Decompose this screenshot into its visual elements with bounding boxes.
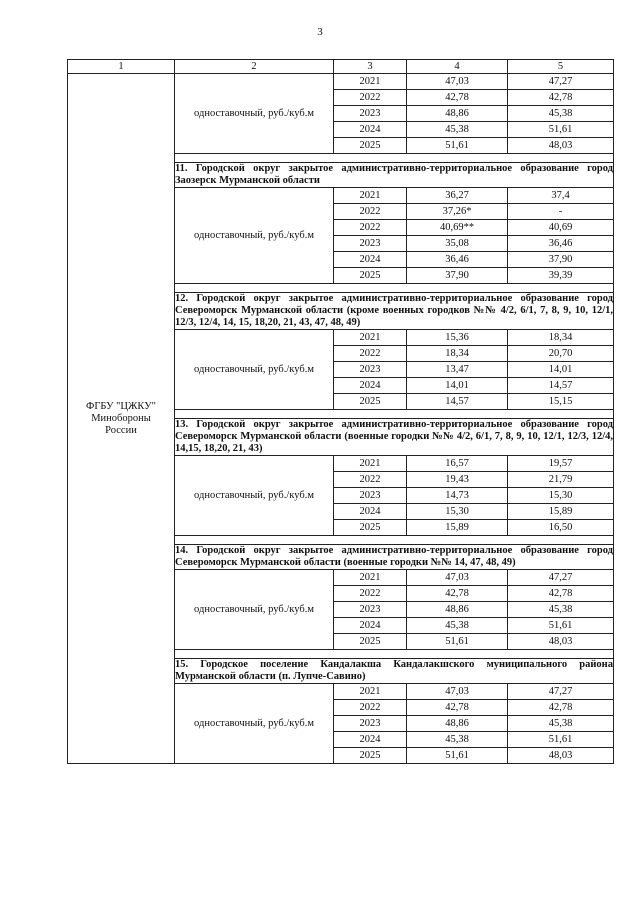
tariff-value-cell-next: 40,69 (508, 220, 614, 236)
header-col-2: 2 (175, 60, 334, 74)
year-cell: 2023 (334, 362, 407, 378)
spacer-cell (175, 154, 614, 163)
tariff-value-cell-next: 18,34 (508, 330, 614, 346)
tariff-type-cell: одноставочный, руб./куб.м (175, 570, 334, 650)
tariff-value-cell-next: 42,78 (508, 700, 614, 716)
tariff-type-cell: одноставочный, руб./куб.м (175, 684, 334, 764)
tariff-value-cell-next: 45,38 (508, 716, 614, 732)
tariff-value-cell-next: 42,78 (508, 90, 614, 106)
tariff-value-cell: 42,78 (407, 586, 508, 602)
tariff-value-cell-next: 15,30 (508, 488, 614, 504)
tariff-value-cell: 36,46 (407, 252, 508, 268)
organization-cell (68, 74, 175, 764)
tariff-value-cell: 48,86 (407, 602, 508, 618)
year-cell: 2024 (334, 504, 407, 520)
year-cell: 2024 (334, 252, 407, 268)
year-cell: 2022 (334, 586, 407, 602)
section-title: 11. Городской округ закрытое административно-территориальное образование город Заозерск Мурманской области (175, 163, 613, 186)
tariff-value-cell: 51,61 (407, 634, 508, 650)
tariff-value-cell: 47,03 (407, 74, 508, 90)
tariff-value-cell-next: 14,57 (508, 378, 614, 394)
tariff-value-cell: 35,08 (407, 236, 508, 252)
section-title: 15. Городское поселение Кандалакша Кандалакшского муниципального района Мурманской области (п. Лупче-Савино) (175, 659, 613, 682)
tariff-value-cell: 15,89 (407, 520, 508, 536)
spacer-cell (175, 410, 614, 419)
tariff-value-cell-next: 42,78 (508, 586, 614, 602)
tariff-value-cell: 16,57 (407, 456, 508, 472)
tariff-value-cell: 48,86 (407, 716, 508, 732)
tariff-value-cell: 45,38 (407, 732, 508, 748)
tariff-value-cell-next: 51,61 (508, 618, 614, 634)
header-col-4: 4 (407, 60, 508, 74)
tariff-value-cell: 14,01 (407, 378, 508, 394)
year-cell: 2022 (334, 472, 407, 488)
tariff-value-cell-next: 48,03 (508, 634, 614, 650)
year-cell: 2024 (334, 122, 407, 138)
year-cell: 2023 (334, 106, 407, 122)
tariff-type-cell: одноставочный, руб./куб.м (175, 74, 334, 154)
tariff-value-cell: 42,78 (407, 700, 508, 716)
year-cell: 2021 (334, 330, 407, 346)
tariff-value-cell: 15,36 (407, 330, 508, 346)
tariff-value-cell: 14,73 (407, 488, 508, 504)
year-cell: 2022 (334, 204, 407, 220)
section-title: 14. Городской округ закрытое административно-территориальное образование город Североморск Мурманской области (военные городки №№ 14, 47, 48, 49) (175, 545, 613, 568)
tariff-value-cell-next: 14,01 (508, 362, 614, 378)
year-cell: 2023 (334, 716, 407, 732)
tariff-value-cell: 42,78 (407, 90, 508, 106)
tariff-value-cell-next: 15,15 (508, 394, 614, 410)
tariff-value-cell: 37,26* (407, 204, 508, 220)
tariff-value-cell-next: 47,27 (508, 570, 614, 586)
tariff-value-cell-next: 45,38 (508, 602, 614, 618)
year-cell: 2025 (334, 138, 407, 154)
year-cell: 2025 (334, 394, 407, 410)
header-col-1: 1 (68, 60, 175, 74)
year-cell: 2023 (334, 488, 407, 504)
tariff-value-cell: 45,38 (407, 618, 508, 634)
organization-line1: ФГБУ "ЦЖКУ" (86, 400, 156, 412)
section-title: 13. Городской округ закрытое административно-территориальное образование город Североморск Мурманской области (военные городки №№ 4/2, 6/1, 7, 8, 9, 10, 12/1, 12/3, 12/4, 14,15, 18,20, 21, 43) (175, 419, 613, 454)
year-cell: 2025 (334, 634, 407, 650)
tariff-type-cell: одноставочный, руб./куб.м (175, 330, 334, 410)
tariff-type-cell: одноставочный, руб./куб.м (175, 456, 334, 536)
tariff-value-cell-next: 47,27 (508, 684, 614, 700)
tariff-value-cell: 40,69** (407, 220, 508, 236)
tariff-value-cell: 51,61 (407, 748, 508, 764)
tariff-value-cell: 48,86 (407, 106, 508, 122)
year-cell: 2024 (334, 732, 407, 748)
tariff-value-cell: 51,61 (407, 138, 508, 154)
tariff-value-cell: 37,90 (407, 268, 508, 284)
tariff-value-cell-next: 20,70 (508, 346, 614, 362)
year-cell: 2025 (334, 520, 407, 536)
year-cell: 2025 (334, 748, 407, 764)
spacer-cell (175, 536, 614, 545)
header-col-5: 5 (508, 60, 614, 74)
section-title: 12. Городской округ закрытое административно-территориальное образование город Североморск Мурманской области (кроме военных городков №№ 4/2, 6/1, 7, 8, 9, 10, 12/1, 12/3, 12/4, 14, 15, 18,20, 21, 43, 47, 48, 49) (175, 293, 613, 328)
year-cell: 2024 (334, 618, 407, 634)
tariff-value-cell-next: - (508, 204, 614, 220)
tariff-value-cell: 15,30 (407, 504, 508, 520)
year-cell: 2023 (334, 602, 407, 618)
tariff-value-cell: 13,47 (407, 362, 508, 378)
tariff-value-cell-next: 16,50 (508, 520, 614, 536)
tariff-value-cell-next: 51,61 (508, 122, 614, 138)
tariff-value-cell: 47,03 (407, 684, 508, 700)
tariff-value-cell: 45,38 (407, 122, 508, 138)
year-cell: 2021 (334, 456, 407, 472)
tariff-value-cell: 19,43 (407, 472, 508, 488)
year-cell: 2022 (334, 700, 407, 716)
tariff-value-cell-next: 21,79 (508, 472, 614, 488)
year-cell: 2022 (334, 346, 407, 362)
year-cell: 2021 (334, 188, 407, 204)
year-cell: 2021 (334, 684, 407, 700)
organization-line2: Минобороны (91, 412, 151, 424)
tariff-table (67, 59, 614, 764)
year-cell: 2023 (334, 236, 407, 252)
tariff-value-cell: 18,34 (407, 346, 508, 362)
tariff-value-cell-next: 45,38 (508, 106, 614, 122)
tariff-value-cell-next: 48,03 (508, 138, 614, 154)
table-row (68, 74, 614, 90)
year-cell: 2021 (334, 74, 407, 90)
tariff-value-cell-next: 37,90 (508, 252, 614, 268)
tariff-type-cell: одноставочный, руб./куб.м (175, 188, 334, 284)
tariff-value-cell-next: 47,27 (508, 74, 614, 90)
tariff-value-cell-next: 39,39 (508, 268, 614, 284)
year-cell: 2022 (334, 220, 407, 236)
header-col-3: 3 (334, 60, 407, 74)
page-number: 3 (317, 26, 323, 38)
tariff-value-cell-next: 15,89 (508, 504, 614, 520)
tariff-value-cell: 47,03 (407, 570, 508, 586)
spacer-cell (175, 284, 614, 293)
tariff-value-cell-next: 48,03 (508, 748, 614, 764)
year-cell: 2022 (334, 90, 407, 106)
tariff-value-cell-next: 37,4 (508, 188, 614, 204)
table-header-row (68, 60, 614, 74)
year-cell: 2025 (334, 268, 407, 284)
spacer-cell (175, 650, 614, 659)
year-cell: 2021 (334, 570, 407, 586)
tariff-value-cell: 14,57 (407, 394, 508, 410)
tariff-value-cell-next: 51,61 (508, 732, 614, 748)
organization-line3: России (105, 424, 137, 436)
tariff-value-cell-next: 36,46 (508, 236, 614, 252)
year-cell: 2024 (334, 378, 407, 394)
tariff-value-cell: 36,27 (407, 188, 508, 204)
tariff-value-cell-next: 19,57 (508, 456, 614, 472)
